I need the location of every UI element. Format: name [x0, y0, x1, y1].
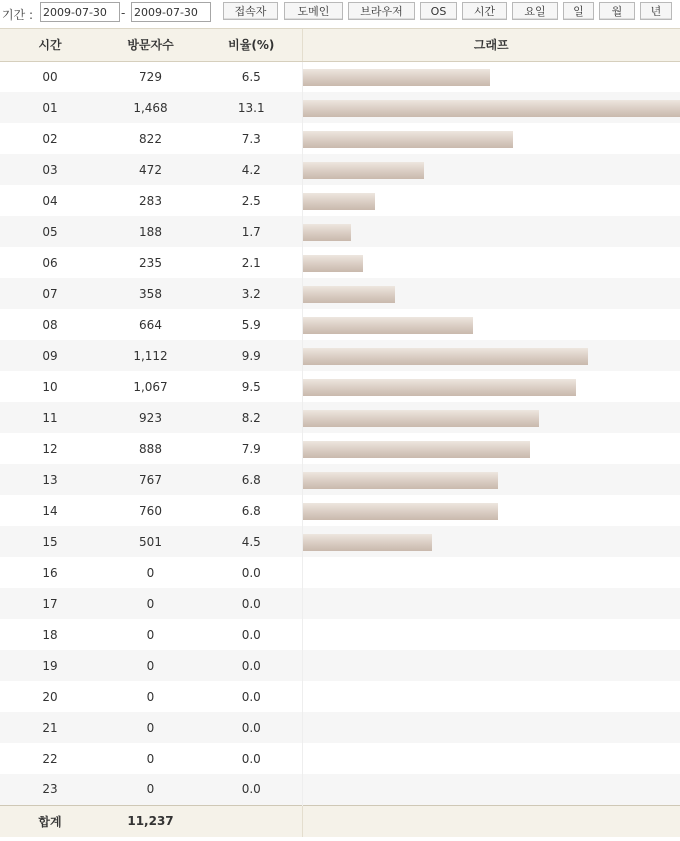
cell-hour: 21 [42, 720, 58, 735]
cell-ratio: 6.5 [241, 69, 261, 84]
cell-ratio: 5.9 [241, 317, 261, 332]
cell-graph [302, 650, 680, 681]
visitor-ratio-bar [303, 348, 588, 365]
cell-visitors: 1,112 [133, 348, 168, 363]
cell-graph [302, 402, 680, 433]
cell-visitors: 235 [139, 255, 162, 270]
total-label: 합계 [0, 805, 100, 837]
cell-graph [302, 278, 680, 309]
cell-visitors: 760 [139, 503, 162, 518]
cell-visitors: 1,468 [133, 100, 168, 115]
cell-hour: 11 [42, 410, 58, 425]
filter-toolbar [0, 0, 680, 29]
total-ratio-cell [201, 805, 302, 837]
cell-graph [302, 681, 680, 712]
table-row [0, 340, 680, 371]
cell-visitors: 0 [146, 627, 155, 642]
cell-hour: 12 [42, 441, 58, 456]
table-row [0, 588, 680, 619]
cell-ratio: 0.0 [241, 689, 261, 704]
cell-visitors: 664 [139, 317, 162, 332]
cell-ratio: 2.5 [241, 193, 261, 208]
hour-button[interactable]: 시간 [462, 2, 507, 20]
year-button[interactable]: 년 [640, 2, 672, 20]
cell-visitors: 767 [139, 472, 162, 487]
cell-ratio: 0.0 [241, 627, 261, 642]
total-graph-cell [302, 805, 680, 837]
visitor-ratio-bar [303, 379, 577, 396]
cell-hour: 15 [42, 534, 58, 549]
cell-ratio: 0.0 [241, 565, 261, 580]
visitor-ratio-bar [303, 472, 499, 489]
cell-graph [302, 433, 680, 464]
os-button[interactable]: OS [420, 2, 457, 20]
cell-visitors: 0 [146, 720, 155, 735]
visitor-ratio-bar [303, 286, 395, 303]
cell-visitors: 188 [139, 224, 162, 239]
period-label: 기간 : [2, 8, 34, 22]
cell-visitors: 283 [139, 193, 162, 208]
cell-graph [302, 557, 680, 588]
header-hour: 시간 [0, 29, 100, 61]
cell-visitors: 888 [139, 441, 162, 456]
cell-visitors: 0 [146, 596, 155, 611]
cell-ratio: 3.2 [241, 286, 261, 301]
visitor-ratio-bar [303, 534, 433, 551]
start-date-input[interactable] [40, 2, 120, 22]
cell-graph [302, 309, 680, 340]
cell-hour: 14 [42, 503, 58, 518]
cell-ratio: 2.1 [241, 255, 261, 270]
day-button[interactable]: 일 [563, 2, 594, 20]
cell-ratio: 7.9 [241, 441, 261, 456]
cell-ratio: 0.0 [241, 720, 261, 735]
cell-visitors: 729 [139, 69, 162, 84]
total-row [0, 805, 680, 837]
hourly-visitor-table [0, 29, 680, 837]
cell-hour: 00 [42, 69, 58, 84]
cell-hour: 07 [42, 286, 58, 301]
cell-graph [302, 123, 680, 154]
cell-graph [302, 495, 680, 526]
cell-graph [302, 464, 680, 495]
visitor-ratio-bar [303, 162, 424, 179]
cell-graph [302, 247, 680, 278]
visitor-ratio-bar [303, 255, 364, 272]
cell-ratio: 1.7 [241, 224, 261, 239]
cell-visitors: 923 [139, 410, 162, 425]
table-row [0, 495, 680, 526]
table-row [0, 185, 680, 216]
cell-visitors: 472 [139, 162, 162, 177]
table-row [0, 278, 680, 309]
cell-ratio: 9.5 [241, 379, 261, 394]
table-row [0, 681, 680, 712]
visitor-ratio-bar [303, 131, 513, 148]
cell-graph [302, 526, 680, 557]
cell-graph [302, 712, 680, 743]
cell-visitors: 0 [146, 689, 155, 704]
cell-graph [302, 340, 680, 371]
cell-visitors: 358 [139, 286, 162, 301]
visitor-ratio-bar [303, 503, 499, 520]
cell-hour: 10 [42, 379, 58, 394]
table-row [0, 309, 680, 340]
cell-graph [302, 743, 680, 774]
visitor-ratio-bar [303, 410, 539, 427]
cell-hour: 16 [42, 565, 58, 580]
cell-visitors: 501 [139, 534, 162, 549]
cell-hour: 13 [42, 472, 58, 487]
table-row [0, 526, 680, 557]
cell-ratio: 0.0 [241, 751, 261, 766]
header-visitors: 방문자수 [100, 29, 201, 61]
visitor-ratio-bar [303, 441, 531, 458]
cell-hour: 23 [42, 782, 58, 797]
visitor-button[interactable]: 접속자 [223, 2, 278, 20]
visitor-ratio-bar [303, 317, 473, 334]
cell-ratio: 0.0 [241, 782, 261, 797]
cell-visitors: 0 [146, 782, 155, 797]
cell-graph [302, 154, 680, 185]
cell-visitors: 822 [139, 131, 162, 146]
cell-graph [302, 216, 680, 247]
total-visitors: 11,237 [100, 805, 201, 837]
table-row [0, 774, 680, 805]
month-button[interactable]: 월 [599, 2, 635, 20]
cell-hour: 17 [42, 596, 58, 611]
table-row [0, 464, 680, 495]
table-row [0, 371, 680, 402]
cell-hour: 05 [42, 224, 58, 239]
table-header-row [0, 29, 680, 61]
cell-visitors: 0 [146, 751, 155, 766]
table-row [0, 402, 680, 433]
visitor-ratio-bar [303, 224, 352, 241]
table-row [0, 154, 680, 185]
weekday-button[interactable]: 요일 [512, 2, 558, 20]
table-row [0, 743, 680, 774]
cell-graph [302, 185, 680, 216]
header-ratio: 비율(%) [201, 29, 302, 61]
cell-hour: 03 [42, 162, 58, 177]
cell-hour: 20 [42, 689, 58, 704]
end-date-input[interactable] [131, 2, 211, 22]
cell-hour: 04 [42, 193, 58, 208]
cell-ratio: 8.2 [241, 410, 261, 425]
cell-visitors: 0 [146, 565, 155, 580]
table-row [0, 92, 680, 123]
cell-hour: 19 [42, 658, 58, 673]
cell-ratio: 13.1 [237, 100, 265, 115]
cell-ratio: 6.8 [241, 472, 261, 487]
cell-ratio: 7.3 [241, 131, 261, 146]
table-row [0, 433, 680, 464]
cell-graph [302, 61, 680, 92]
table-row [0, 123, 680, 154]
table-row [0, 216, 680, 247]
cell-ratio: 0.0 [241, 658, 261, 673]
visitor-ratio-bar [303, 100, 680, 117]
cell-hour: 02 [42, 131, 58, 146]
cell-graph [302, 371, 680, 402]
cell-hour: 06 [42, 255, 58, 270]
cell-hour: 08 [42, 317, 58, 332]
cell-hour: 09 [42, 348, 58, 363]
table-row [0, 712, 680, 743]
cell-hour: 01 [42, 100, 58, 115]
table-row [0, 650, 680, 681]
cell-ratio: 4.2 [241, 162, 261, 177]
cell-ratio: 4.5 [241, 534, 261, 549]
visitor-ratio-bar [303, 193, 375, 210]
cell-graph [302, 92, 680, 123]
table-row [0, 61, 680, 92]
header-graph: 그래프 [302, 29, 680, 61]
cell-ratio: 0.0 [241, 596, 261, 611]
cell-graph [302, 619, 680, 650]
cell-ratio: 9.9 [241, 348, 261, 363]
browser-button[interactable]: 브라우저 [348, 2, 415, 20]
visitor-ratio-bar [303, 69, 490, 86]
cell-hour: 18 [42, 627, 58, 642]
cell-ratio: 6.8 [241, 503, 261, 518]
table-row [0, 247, 680, 278]
date-separator: - [121, 6, 126, 20]
table-row [0, 557, 680, 588]
cell-visitors: 0 [146, 658, 155, 673]
cell-graph [302, 774, 680, 805]
cell-graph [302, 588, 680, 619]
table-row [0, 619, 680, 650]
domain-button[interactable]: 도메인 [284, 2, 343, 20]
cell-hour: 22 [42, 751, 58, 766]
cell-visitors: 1,067 [133, 379, 168, 394]
